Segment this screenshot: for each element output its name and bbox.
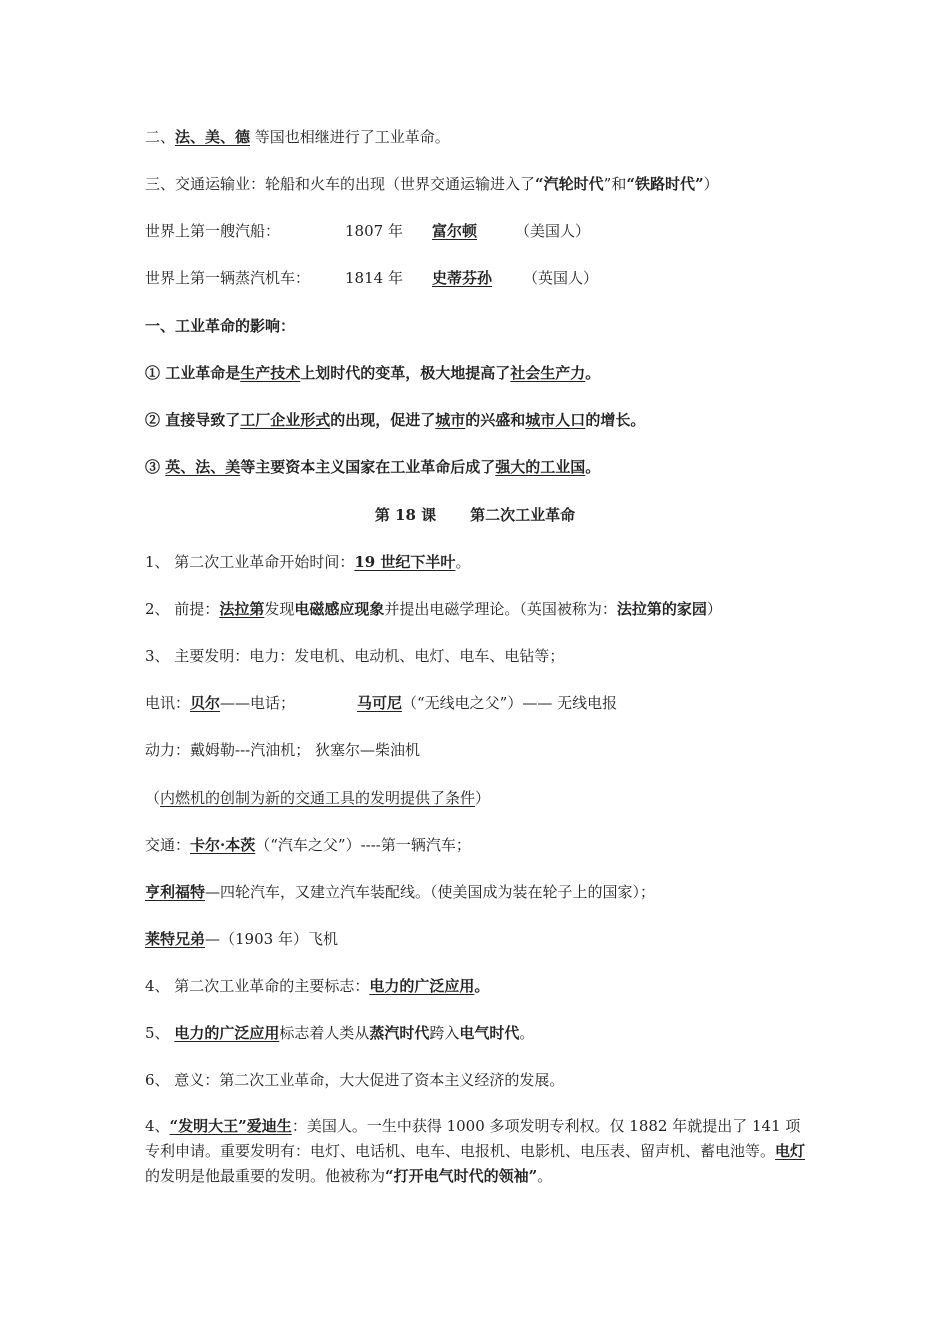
text: 。: [474, 977, 490, 995]
highlight-text: 英、法、美: [165, 458, 241, 476]
text: ——电话；: [220, 694, 296, 712]
point-1-start-time: [145, 552, 470, 572]
point-6-significance: 6、 意义：第二次工业革命，大大促进了资本主义经济的发展。: [145, 1071, 565, 1089]
text: （“汽车之父”）----第一辆汽车；: [255, 836, 471, 854]
highlight-text: 工厂企业形式: [240, 411, 331, 429]
lesson-number: 第 18 课: [374, 506, 437, 524]
highlight-text: 蒸汽时代: [369, 1024, 430, 1042]
text: 上划时代的变革，极大地提高了: [300, 364, 511, 382]
line-combustion-note: [145, 788, 490, 808]
highlight-text: 城市人口: [525, 411, 586, 429]
highlight-text: 社会生产力: [510, 364, 586, 382]
line-transport: [145, 174, 719, 194]
nationality-text: （美国人）: [515, 222, 591, 240]
year-text: 1807 年: [345, 222, 403, 240]
text: ”和: [603, 175, 627, 193]
text: ③: [145, 458, 166, 476]
highlight-text: 法拉第的家园: [616, 600, 707, 618]
text: ）: [475, 789, 491, 807]
text: 等主要资本主义国家在工业革命后成了: [240, 458, 496, 476]
point-3-inventions: 3、 主要发明：电力：发电机、电动机、电灯、电车、电钻等；: [145, 647, 565, 665]
line-first-locomotive: [145, 268, 599, 288]
highlight-text: “发明大王”爱迪生: [169, 1117, 292, 1135]
highlight-text: 强大的工业国: [495, 458, 586, 476]
line-first-steamship: [145, 221, 591, 241]
highlight-text: 法拉第: [219, 600, 265, 618]
text: 跨入: [429, 1024, 460, 1042]
impact-item-2: [145, 410, 645, 430]
text: —四轮汽车，又建立汽车装配线。（使美国成为装在轮子上的国家）；: [205, 883, 656, 901]
line-other-countries: [145, 127, 450, 147]
line-ford: [145, 882, 655, 902]
inventor-name: 莱特兄弟: [145, 930, 206, 948]
text: 4、: [145, 1117, 170, 1135]
inventor-name: 亨利福特: [145, 883, 206, 901]
text: 二、: [145, 128, 176, 146]
text: ① 工业革命是: [145, 364, 241, 382]
highlight-text: 城市: [435, 411, 466, 429]
impact-item-1: [145, 363, 600, 383]
text: 标志着人类从: [279, 1024, 370, 1042]
highlight-text: 电力的广泛应用: [174, 1024, 280, 1042]
inventor-name: 贝尔: [190, 694, 221, 712]
text: 5、: [145, 1024, 175, 1042]
text: 4、 第二次工业革命的主要标志：: [145, 977, 370, 995]
highlight-text: 电磁感应现象: [294, 600, 385, 618]
text: 的兴盛和: [465, 411, 526, 429]
text: 。: [537, 1167, 553, 1185]
text: 三、交通运输业：轮船和火车的出现（世界交通运输进入了: [145, 175, 536, 193]
text: —（1903 年）飞机: [205, 930, 338, 948]
highlight-text: 电力的广泛应用: [369, 977, 475, 995]
lesson-title: 第二次工业革命: [470, 506, 576, 524]
paragraph-edison: [145, 1114, 810, 1189]
section-heading-impact: 一、工业革命的影响：: [145, 317, 296, 335]
highlight-text: 电灯: [775, 1142, 806, 1160]
nationality-text: （英国人）: [523, 269, 599, 287]
text: 等国也相继进行了工业革命。: [250, 128, 450, 146]
text: 。: [455, 553, 471, 571]
highlight-text: 法、美、德: [175, 128, 251, 146]
text: ② 直接导致了: [145, 411, 241, 429]
point-2-premise: [145, 599, 722, 619]
line-transport-benz: [145, 835, 471, 855]
lesson-heading: [0, 505, 950, 525]
text: 2、 前提：: [145, 600, 220, 618]
text: 发现: [264, 600, 295, 618]
highlight-text: 19 世纪下半叶: [354, 553, 456, 571]
text: 。: [585, 458, 601, 476]
highlight-text: “铁路时代”: [626, 175, 704, 193]
text: 交通：: [145, 836, 191, 854]
text: 的发明是他最重要的发明。他被称为: [145, 1167, 386, 1185]
text: （“无线电之父”）—— 无线电报: [402, 694, 618, 712]
inventor-name: 卡尔·本茨: [190, 836, 256, 854]
line-wright: [145, 929, 338, 949]
text: 1、 第二次工业革命开始时间：: [145, 553, 355, 571]
highlight-text: “打开电气时代的领袖”: [385, 1167, 538, 1185]
text: 。: [585, 364, 601, 382]
line-telecom: [145, 693, 618, 713]
point-4-symbol: [145, 976, 489, 996]
text: （: [145, 789, 161, 807]
point-5-electric-age: [145, 1023, 534, 1043]
text: 的出现，促进了: [330, 411, 436, 429]
text: 电讯：: [145, 694, 191, 712]
inventor-name: 马可尼: [357, 694, 403, 712]
text: 并提出电磁学理论。（英国被称为：: [384, 600, 617, 618]
text: ：美国人。一生中获得 1000 多项发明专利权。仅 1882 年就提出了 141 项专利申请。重要发明有：电灯、电话机、电车、电报机、电影机、电压表、留声机、蓄电池等。: [145, 1117, 801, 1160]
inventor-name: 富尔顿: [432, 222, 478, 240]
impact-item-3: [145, 457, 600, 477]
text: 的增长。: [585, 411, 646, 429]
highlight-text: 生产技术: [240, 364, 301, 382]
text: ）: [703, 175, 719, 193]
highlight-text: 内燃机的创制为新的交通工具的发明提供了条件: [160, 789, 476, 807]
highlight-text: 电气时代: [459, 1024, 520, 1042]
year-text: 1814 年: [345, 269, 403, 287]
line-power: 动力：戴姆勒---汽油机； 狄塞尔—柴油机: [145, 741, 420, 759]
text: 世界上第一艘汽船：: [145, 222, 281, 240]
text: 。: [519, 1024, 535, 1042]
text: ）: [706, 600, 722, 618]
highlight-text: “汽轮时代: [535, 175, 604, 193]
text: 世界上第一辆蒸汽机车：: [145, 269, 311, 287]
inventor-name: 史蒂芬孙: [432, 269, 493, 287]
